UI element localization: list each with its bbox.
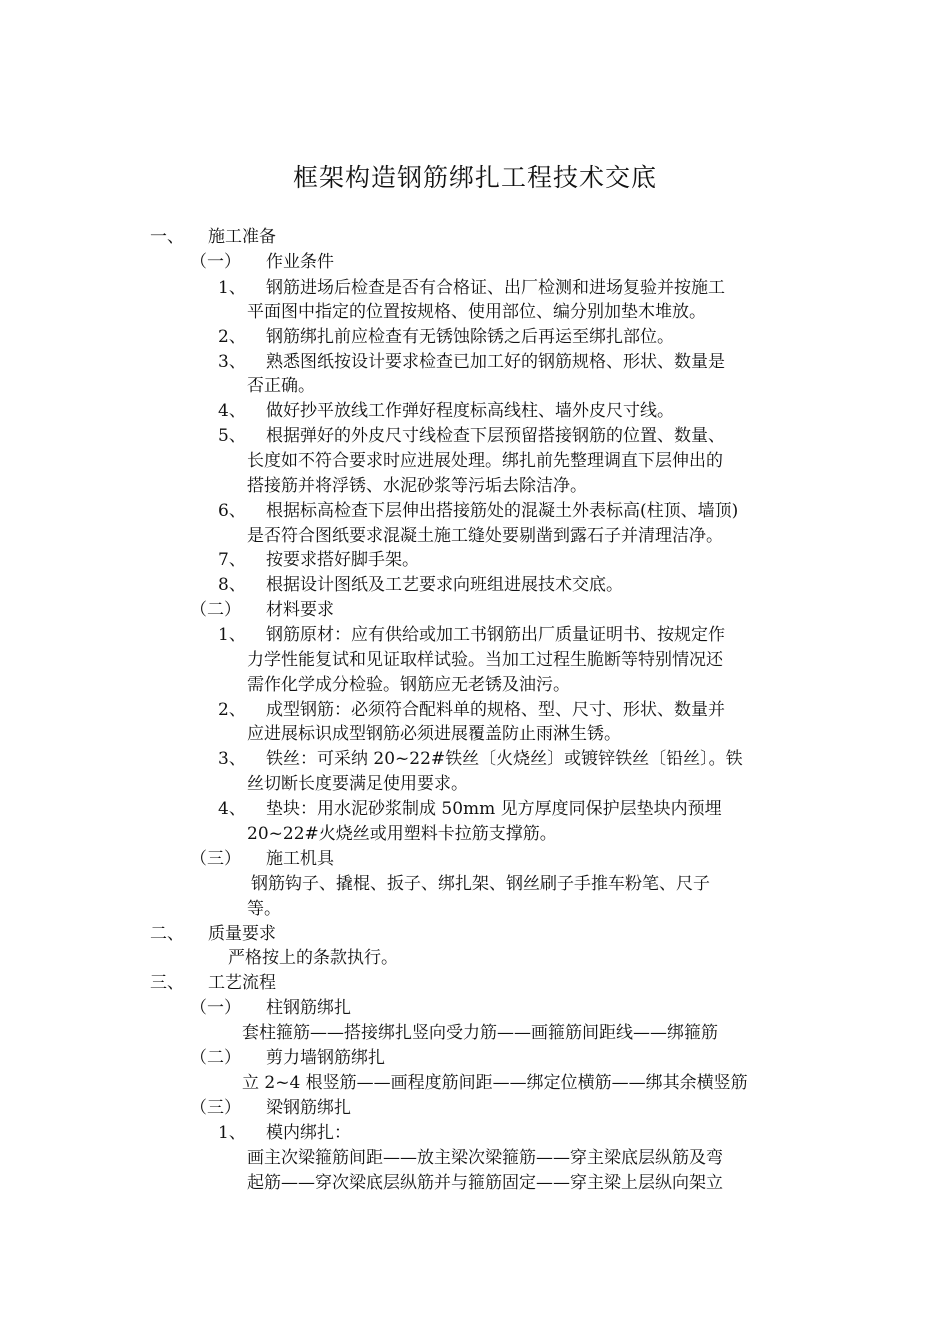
item-text-line: 丝切断长度要满足使用要求。 (247, 774, 468, 794)
section-number: 二、 (150, 924, 184, 944)
section-heading: 质量要求 (208, 924, 276, 944)
item-number: 4、 (218, 401, 246, 421)
subsection-heading: 柱钢筋绑扎 (266, 998, 351, 1018)
document-title: 框架构造钢筋绑扎工程技术交底 (292, 163, 657, 192)
item-text-line: 熟悉图纸按设计要求检查已加工好的钢筋规格、形状、数量是 (266, 352, 725, 372)
item-text-line: 应进展标识成型钢筋必须进展覆盖防止雨淋生锈。 (247, 724, 621, 744)
process-flow-line: 起筋——穿次梁底层纵筋并与箍筋固定——穿主梁上层纵向架立 (247, 1173, 723, 1193)
subsection-heading: 剪力墙钢筋绑扎 (266, 1048, 385, 1068)
item-text-line: 钢筋绑扎前应检查有无锈蚀除锈之后再运至绑扎部位。 (266, 327, 674, 347)
item-text-line: 按要求搭好脚手架。 (266, 550, 419, 570)
section-number: 一、 (150, 227, 184, 247)
item-number: 4、 (218, 799, 246, 819)
item-text-line: 长度如不符合要求时应进展处理。绑扎前先整理调直下层伸出的 (247, 451, 723, 471)
item-text-line: 铁丝：可采纳 20~22#铁丝〔火烧丝〕或镀锌铁丝〔铅丝〕。铁 (266, 749, 743, 769)
item-number: 8、 (218, 575, 246, 595)
item-text-line: 做好抄平放线工作弹好程度标高线柱、墙外皮尺寸线。 (266, 401, 674, 421)
item-number: 2、 (218, 700, 246, 720)
body-text-line: 等。 (247, 899, 281, 919)
item-number: 7、 (218, 550, 246, 570)
item-number: 3、 (218, 749, 246, 769)
process-flow-line: 套柱箍筋——搭接绑扎竖向受力筋——画箍筋间距线——绑箍筋 (242, 1023, 718, 1043)
subsection-heading: 作业条件 (266, 252, 334, 272)
subsection-number: （一） (190, 998, 241, 1018)
item-text-line: 是否符合图纸要求混凝土施工缝处要剔凿到露石子并清理洁净。 (247, 526, 723, 546)
item-text-line: 垫块：用水泥砂浆制成 50mm 见方厚度同保护层垫块内预埋 (266, 799, 722, 819)
section-heading: 施工准备 (208, 227, 276, 247)
process-flow-line: 立 2~4 根竖筋——画程度筋间距——绑定位横筋——绑其余横竖筋 (242, 1073, 748, 1093)
item-text-line: 成型钢筋：必须符合配料单的规格、型、尺寸、形状、数量并 (266, 700, 725, 720)
subsection-number: （一） (190, 252, 241, 272)
item-text-line: 平面图中指定的位置按规格、使用部位、编分别加垫木堆放。 (247, 302, 706, 322)
item-number: 5、 (218, 426, 246, 446)
item-text-line: 根据设计图纸及工艺要求向班组进展技术交底。 (266, 575, 623, 595)
body-text-line: 严格按上的条款执行。 (228, 948, 398, 968)
subsection-number: （二） (190, 1048, 241, 1068)
item-text-line: 钢筋原材：应有供给或加工书钢筋出厂质量证明书、按规定作 (266, 625, 725, 645)
item-number: 3、 (218, 352, 246, 372)
subsection-number: （二） (190, 600, 241, 620)
item-text-line: 力学性能复试和见证取样试验。当加工过程生脆断等特别情况还 (247, 650, 723, 670)
item-number: 1、 (218, 625, 246, 645)
item-text-line: 钢筋进场后检查是否有合格证、出厂检测和进场复验并按施工 (266, 278, 725, 298)
section-number: 三、 (150, 973, 184, 993)
item-number: 6、 (218, 501, 246, 521)
body-text-line: 钢筋钩子、撬棍、扳子、绑扎架、钢丝刷子手推车粉笔、尺子 (251, 874, 710, 894)
subsection-number: （三） (190, 849, 241, 869)
item-number: 2、 (218, 327, 246, 347)
item-text-line: 否正确。 (247, 376, 315, 396)
item-text-line: 需作化学成分检验。钢筋应无老锈及油污。 (247, 675, 570, 695)
item-heading: 模内绑扎： (266, 1123, 351, 1143)
item-number: 1、 (218, 278, 246, 298)
item-text-line: 根据弹好的外皮尺寸线检查下层预留搭接钢筋的位置、数量、 (266, 426, 725, 446)
item-text-line: 搭接筋并将浮锈、水泥砂浆等污垢去除洁净。 (247, 476, 587, 496)
item-text-line: 20~22#火烧丝或用塑料卡拉筋支撑筋。 (247, 824, 557, 844)
subsection-heading: 材料要求 (266, 600, 334, 620)
item-number: 1、 (218, 1123, 246, 1143)
process-flow-line: 画主次梁箍筋间距——放主梁次梁箍筋——穿主梁底层纵筋及弯 (247, 1148, 723, 1168)
section-heading: 工艺流程 (208, 973, 276, 993)
subsection-heading: 梁钢筋绑扎 (266, 1098, 351, 1118)
item-text-line: 根据标高检查下层伸出搭接筋处的混凝土外表标高(柱顶、墙顶) (266, 501, 739, 521)
subsection-number: （三） (190, 1098, 241, 1118)
subsection-heading: 施工机具 (266, 849, 334, 869)
